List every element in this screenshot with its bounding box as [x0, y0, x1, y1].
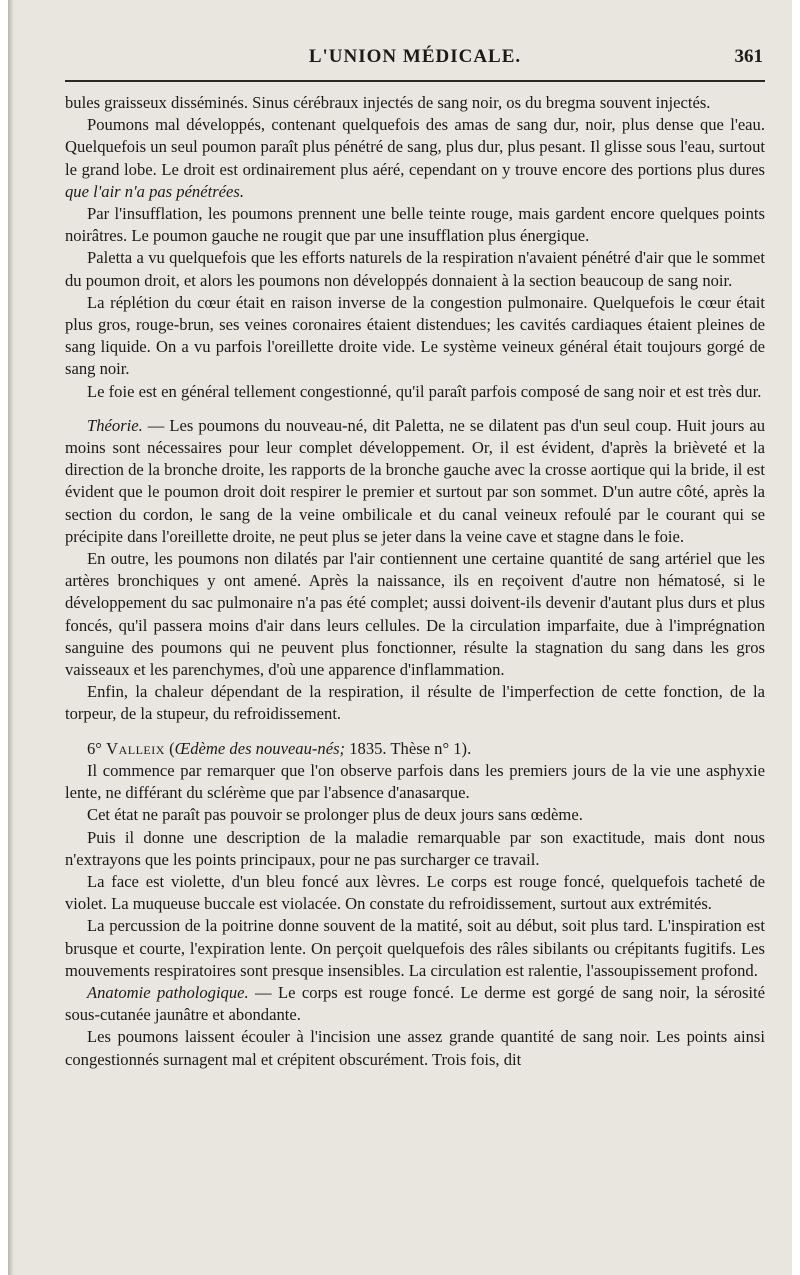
paragraph: La réplétion du cœur était en raison inverse de la congestion pulmonaire. Quelquefois le cœur était plus gros, rouge-brun, ses veines coronaires étaient distendues; les cavités cardiaques étaient pleines de sang liquide. On a vu parfois l'oreillette droite vide. Le système veineux général était toujours gorgé de sang noir.: [65, 292, 765, 379]
section-number: 6°: [87, 738, 102, 758]
work-title: Œdème des nouveau-nés;: [174, 738, 346, 758]
paragraph: La face est violette, d'un bleu foncé aux lèvres. Le corps est rouge foncé, quelquefois tacheté de violet. La muqueuse buccale est violacée. On constate du refroidissement, surtout aux extrémités.: [65, 871, 765, 914]
page-number: 361: [734, 46, 763, 67]
author-name: Valleix: [106, 738, 165, 758]
paragraph-text: — Les poumons du nouveau-né, dit Paletta, ne se dilatent pas d'un seul coup. Huit jours au moins sont nécessaires pour leur complet développement. Or, il est évident, d'après la brièveté et la direction de la bronche droite, les rapports de la bronche gauche avec la crosse aortique qui la bride, il est évident que le poumon droit doit respirer le premier et surtout par son sommet. D'un autre côté, après la section du cordon, le sang de la veine ombilicale et du canal veineux refoulé par le courant qui se précipite dans l'oreillette droite, ne peut plus se jeter dans la veine cave et stagne dans le foie.: [65, 415, 765, 546]
paragraph: Puis il donne une description de la maladie remarquable par son exactitude, mais dont nous n'extrayons que les points principaux, pour ne pas surcharger ce travail.: [65, 827, 765, 869]
paragraph: [65, 114, 765, 203]
section-label: Anatomie pathologique.: [87, 982, 249, 1002]
paragraph: La percussion de la poitrine donne souvent de la matité, soit au début, soit plus tard. L'inspiration est brusque et courte, l'expiration lente. On perçoit quelquefois des râles sibilants ou crépitants fugitifs. Les mouvements respiratoires sont presque insensibles. La circulation est ralentie, l'assoupissement profond.: [65, 916, 765, 980]
paragraph: bules graisseux disséminés. Sinus cérébraux injectés de sang noir, os du bregma souvent injectés.: [65, 93, 711, 112]
paragraph: Le foie est en général tellement congestionné, qu'il paraît parfois composé de sang noir et est très dur.: [87, 381, 762, 401]
article-body: [65, 92, 765, 1071]
paragraph: Les poumons laissent écouler à l'incision une assez grande quantité de sang noir. Les points ainsi congestionnés surnagent mal et crépitent obscurément. Trois fois, dit: [65, 1027, 765, 1069]
header-rule: [65, 80, 765, 82]
paragraph: [65, 982, 765, 1026]
paragraph: En outre, les poumons non dilatés par l'air contiennent une certaine quantité de sang artériel que les artères bronchiques y ont amené. Après la naissance, ils en reçoivent d'autre non hématosé, si le développement du sac pulmonaire n'a pas été complet; aussi doivent-ils devenir d'autant plus durs et plus foncés, qu'il passera moins d'air dans leurs cellules. De la circulation imparfaite, due à l'imprégnation sanguine des poumons qui ne peuvent plus fonctionner, résulte la stagnation du sang dans les gros vaisseaux et les parenchymes, d'où une apparence d'inflammation.: [65, 549, 765, 680]
paren-open: (: [169, 738, 175, 758]
paragraph: Il commence par remarquer que l'on observe parfois dans les premiers jours de la vie une asphyxie lente, ne différant du sclérème que par l'absence d'anasarque.: [65, 760, 765, 803]
paragraph-text: Poumons mal développés, contenant quelquefois des amas de sang dur, noir, plus dense que l'eau. Quelquefois un seul poumon paraît plus pénétré de sang, plus dur, plus pesant. Il glisse sous l'eau, surtout le grand lobe. Le droit est ordinairement plus aéré, cependant on y trouve encore des portions plus dures: [65, 115, 765, 179]
citation-rest: 1835. Thèse n° 1).: [345, 738, 472, 758]
section-heading: [65, 738, 765, 760]
page-header: [65, 40, 765, 72]
running-title: L'UNION MÉDICALE.: [308, 46, 522, 67]
paragraph: Paletta a vu quelquefois que les efforts naturels de la respiration n'avaient pénétré d'air que le sommet du poumon droit, et alors les poumons non développés donnaient à la section beaucoup de sang noir.: [65, 248, 765, 290]
paragraph: Cet état ne paraît pas pouvoir se prolonger plus de deux jours sans œdème.: [87, 805, 583, 825]
paragraph: [65, 415, 765, 548]
paragraph-text: — Le corps est rouge foncé. Le derme est gorgé de sang noir, la sérosité sous-cutanée jaunâtre et abondante.: [65, 982, 765, 1025]
paragraph: Enfin, la chaleur dépendant de la respiration, il résulte de l'imperfection de cette fonction, de la torpeur, de la stupeur, du refroidissement.: [65, 682, 765, 724]
section-label: Théorie.: [87, 415, 143, 435]
italic-phrase: que l'air n'a pas pénétrées.: [65, 181, 244, 201]
paragraph: Par l'insufflation, les poumons prennent une belle teinte rouge, mais gardent encore quelques points noirâtres. Le poumon gauche ne rougit que par une insufflation plus énergique.: [65, 204, 765, 246]
